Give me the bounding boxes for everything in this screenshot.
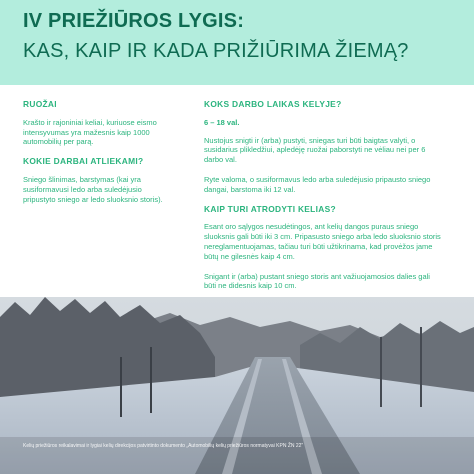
page-subtitle: KAS, KAIP IR KADA PRIŽIŪRIMA ŽIEMĄ?	[23, 40, 409, 62]
roads-text: Krašto ir rajoniniai keliai, kuriuose eismo intensyvumas yra mažesnis kaip 1000 automobilių per parą.	[23, 117, 157, 147]
time-heading: KOKS DARBO LAIKAS KELYJE?	[204, 99, 342, 109]
page-title: IV PRIEŽIŪROS LYGIS:	[23, 10, 245, 32]
works-heading: KOKIE DARBAI ATLIEKAMI?	[23, 156, 144, 167]
look-heading: KAIP TURI ATRODYTI KELIAS?	[204, 203, 336, 214]
works-text: Sniego šlinimas, barstymas (kai yra susiformavusi ledo arba suledėjusio pripustyto sniego ar ledo sluoksnio storis).	[23, 174, 163, 204]
photo-caption: Kelių priežiūros reikalavimai ir lygiai kelių direkcijos patvirtinto dokumento „Automobilių kelių priežiūros normatyvai KPN ŽN 22“	[23, 443, 304, 449]
left-column	[23, 100, 173, 214]
look-text-2: Snigant ir (arba) pustant sniego storis ant važiuojamosios dalies gali būti ne didesnis kaip 10 cm.	[204, 271, 430, 291]
right-column	[204, 100, 444, 301]
look-text-1: Esant oro sąlygos nesudėtingos, ant kelių dangos puraus sniego sluoksnis gali būti iki 3 cm. Pripasusto sniego arba ledo sluoksnio storis nereglamentuojamas, tačiau turi būti užtikrinama, kad provėžos jame būtų ne gilesnės kaip 4 cm.	[204, 222, 441, 261]
time-text-1: Nustojus snigti ir (arba) pustyti, sniegas turi būti baigtas valyti, o susidarius plikledžiui, apledėję ruožai paborstyti ne vėliau nei per 6 darbo val.	[204, 135, 426, 165]
roads-heading: RUOŽAI	[23, 99, 57, 109]
time-hours: 6 – 18 val.	[204, 117, 240, 127]
header-banner	[0, 0, 474, 85]
time-text-2: Ryte valoma, o susiformavus ledo arba suledėjusio pripausto sniego dangai, barstoma iki 12 val.	[204, 174, 431, 194]
